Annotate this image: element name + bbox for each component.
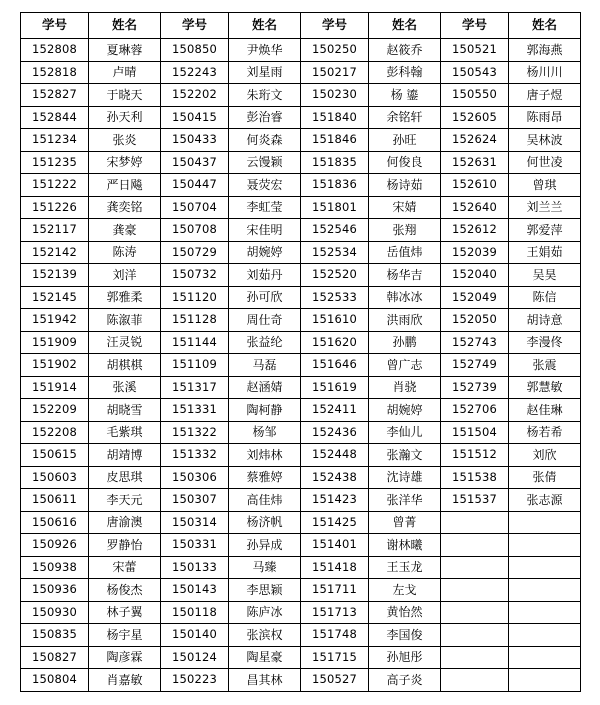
table-row [21, 466, 581, 489]
header-row [21, 13, 581, 39]
student-name-cell: 孙天利 [89, 106, 161, 129]
table-row [21, 579, 581, 602]
table-row [21, 151, 581, 174]
student-name-cell [509, 601, 581, 624]
student-id-cell: 152818 [21, 61, 89, 84]
student-name-cell: 张倩 [509, 466, 581, 489]
student-id-cell: 152411 [301, 399, 369, 422]
student-id-cell: 151942 [21, 309, 89, 332]
student-id-cell: 152827 [21, 84, 89, 107]
student-id-cell: 151222 [21, 174, 89, 197]
student-name-cell: 宋梦婷 [89, 151, 161, 174]
student-id-cell: 151331 [161, 399, 229, 422]
student-id-cell: 150729 [161, 241, 229, 264]
student-name-cell: 刘兰兰 [509, 196, 581, 219]
student-id-cell: 152706 [441, 399, 509, 422]
student-name-cell: 杨若希 [509, 421, 581, 444]
header-name-4: 姓名 [509, 13, 581, 39]
student-id-cell: 150331 [161, 534, 229, 557]
student-id-cell: 150827 [21, 646, 89, 669]
student-id-cell: 152743 [441, 331, 509, 354]
student-id-cell [441, 556, 509, 579]
student-name-cell: 杨诗茹 [369, 174, 441, 197]
student-name-cell: 刘洋 [89, 264, 161, 287]
student-name-cell: 彭治睿 [229, 106, 301, 129]
student-id-cell: 150732 [161, 264, 229, 287]
table-row [21, 129, 581, 152]
student-id-cell: 152605 [441, 106, 509, 129]
student-name-cell: 李国俊 [369, 624, 441, 647]
student-id-cell: 150930 [21, 601, 89, 624]
student-id-cell [441, 601, 509, 624]
table-row [21, 624, 581, 647]
student-id-cell: 151909 [21, 331, 89, 354]
student-id-cell: 150433 [161, 129, 229, 152]
student-name-cell: 杨邹 [229, 421, 301, 444]
student-id-cell: 150704 [161, 196, 229, 219]
student-id-cell: 151109 [161, 354, 229, 377]
student-name-cell: 陈庐冰 [229, 601, 301, 624]
student-id-cell: 151711 [301, 579, 369, 602]
student-name-cell: 陈信 [509, 286, 581, 309]
student-name-cell: 陶星豪 [229, 646, 301, 669]
student-name-cell: 张翔 [369, 219, 441, 242]
student-id-cell: 152039 [441, 241, 509, 264]
student-id-cell [441, 534, 509, 557]
student-name-cell: 胡婉婷 [369, 399, 441, 422]
student-id-cell: 151840 [301, 106, 369, 129]
student-name-cell: 刘星雨 [229, 61, 301, 84]
student-id-cell: 150936 [21, 579, 89, 602]
student-id-cell: 151423 [301, 489, 369, 512]
header-student-id-2: 学号 [161, 13, 229, 39]
student-id-cell: 150804 [21, 669, 89, 692]
student-name-cell: 王娟茹 [509, 241, 581, 264]
student-id-cell: 152610 [441, 174, 509, 197]
table-row [21, 286, 581, 309]
student-id-cell: 152243 [161, 61, 229, 84]
student-id-cell: 150611 [21, 489, 89, 512]
table-row [21, 219, 581, 242]
student-name-cell: 孙鹏 [369, 331, 441, 354]
student-id-cell: 150314 [161, 511, 229, 534]
student-name-cell: 谢林曦 [369, 534, 441, 557]
student-id-cell [441, 646, 509, 669]
student-name-cell [509, 579, 581, 602]
student-name-cell: 杨 鎏 [369, 84, 441, 107]
student-name-cell: 汪灵锐 [89, 331, 161, 354]
student-id-cell: 152640 [441, 196, 509, 219]
student-id-cell: 152436 [301, 421, 369, 444]
student-name-cell: 郭雅柔 [89, 286, 161, 309]
student-id-cell: 151144 [161, 331, 229, 354]
student-name-cell: 杨宇星 [89, 624, 161, 647]
student-id-cell: 150938 [21, 556, 89, 579]
student-id-cell: 151846 [301, 129, 369, 152]
student-id-cell: 151418 [301, 556, 369, 579]
student-name-cell: 张溪 [89, 376, 161, 399]
student-id-cell: 152612 [441, 219, 509, 242]
student-id-cell: 150521 [441, 39, 509, 62]
student-id-cell: 150223 [161, 669, 229, 692]
student-name-cell [509, 646, 581, 669]
student-name-cell: 李漫佟 [509, 331, 581, 354]
student-name-cell: 彭科翰 [369, 61, 441, 84]
student-id-cell: 152534 [301, 241, 369, 264]
student-id-cell: 151713 [301, 601, 369, 624]
student-id-cell: 151504 [441, 421, 509, 444]
student-name-cell: 肖骁 [369, 376, 441, 399]
student-id-cell: 150527 [301, 669, 369, 692]
student-name-cell: 罗静怡 [89, 534, 161, 557]
student-id-cell: 152208 [21, 421, 89, 444]
table-row [21, 669, 581, 692]
table-row [21, 174, 581, 197]
student-name-cell: 胡棋棋 [89, 354, 161, 377]
student-name-cell: 赵佳琳 [509, 399, 581, 422]
student-id-cell: 152624 [441, 129, 509, 152]
student-id-cell: 150437 [161, 151, 229, 174]
student-name-cell: 曾广志 [369, 354, 441, 377]
student-id-cell: 152808 [21, 39, 89, 62]
student-id-cell: 151619 [301, 376, 369, 399]
student-id-cell: 151646 [301, 354, 369, 377]
student-name-cell: 马臻 [229, 556, 301, 579]
table-row [21, 421, 581, 444]
student-id-cell: 152739 [441, 376, 509, 399]
student-name-cell: 郭爱萍 [509, 219, 581, 242]
student-id-cell: 152546 [301, 219, 369, 242]
header-name-1: 姓名 [89, 13, 161, 39]
table-row [21, 534, 581, 557]
student-id-cell: 152049 [441, 286, 509, 309]
student-name-cell [509, 511, 581, 534]
student-id-cell: 152145 [21, 286, 89, 309]
student-id-cell: 151537 [441, 489, 509, 512]
student-id-cell: 151401 [301, 534, 369, 557]
student-id-cell: 151425 [301, 511, 369, 534]
table-row [21, 556, 581, 579]
student-roster-table [20, 12, 581, 692]
student-name-cell: 刘炜林 [229, 444, 301, 467]
table-row [21, 331, 581, 354]
student-name-cell: 严日飚 [89, 174, 161, 197]
student-id-cell: 151317 [161, 376, 229, 399]
student-id-cell: 150603 [21, 466, 89, 489]
student-name-cell: 尹焕华 [229, 39, 301, 62]
student-name-cell: 杨俊杰 [89, 579, 161, 602]
student-id-cell: 150124 [161, 646, 229, 669]
table-row [21, 646, 581, 669]
student-id-cell: 152844 [21, 106, 89, 129]
student-id-cell: 150217 [301, 61, 369, 84]
student-name-cell: 蔡雅婷 [229, 466, 301, 489]
student-name-cell: 刘茹丹 [229, 264, 301, 287]
student-name-cell: 朱珩文 [229, 84, 301, 107]
student-name-cell: 陶彦霖 [89, 646, 161, 669]
student-id-cell: 151128 [161, 309, 229, 332]
student-name-cell: 孙异成 [229, 534, 301, 557]
student-name-cell: 曾菁 [369, 511, 441, 534]
student-name-cell: 黄怡然 [369, 601, 441, 624]
table-row [21, 61, 581, 84]
student-name-cell [509, 556, 581, 579]
student-name-cell: 胡婉婷 [229, 241, 301, 264]
student-id-cell: 150543 [441, 61, 509, 84]
student-name-cell: 胡靖博 [89, 444, 161, 467]
table-row [21, 489, 581, 512]
student-name-cell [509, 624, 581, 647]
table-row [21, 309, 581, 332]
student-name-cell: 赵筱乔 [369, 39, 441, 62]
student-name-cell: 肖嘉敏 [89, 669, 161, 692]
student-name-cell: 卢晴 [89, 61, 161, 84]
student-name-cell: 王玉龙 [369, 556, 441, 579]
student-id-cell: 150447 [161, 174, 229, 197]
student-name-cell: 何炎森 [229, 129, 301, 152]
table-row [21, 196, 581, 219]
student-id-cell: 151836 [301, 174, 369, 197]
table-row [21, 444, 581, 467]
student-name-cell: 龚豪 [89, 219, 161, 242]
table-row [21, 106, 581, 129]
student-name-cell: 吴林波 [509, 129, 581, 152]
student-id-cell: 151801 [301, 196, 369, 219]
student-id-cell: 152117 [21, 219, 89, 242]
table-row [21, 376, 581, 399]
student-id-cell: 150230 [301, 84, 369, 107]
student-id-cell: 151610 [301, 309, 369, 332]
student-name-cell: 高佳炜 [229, 489, 301, 512]
student-id-cell [441, 624, 509, 647]
student-name-cell: 胡诗意 [509, 309, 581, 332]
student-name-cell: 宋蕾 [89, 556, 161, 579]
student-name-cell: 毛紫琪 [89, 421, 161, 444]
header-name-2: 姓名 [229, 13, 301, 39]
student-id-cell: 152139 [21, 264, 89, 287]
student-id-cell: 151620 [301, 331, 369, 354]
student-id-cell: 151748 [301, 624, 369, 647]
student-id-cell: 150250 [301, 39, 369, 62]
student-name-cell: 陈涛 [89, 241, 161, 264]
student-name-cell: 李虹莹 [229, 196, 301, 219]
student-name-cell: 马磊 [229, 354, 301, 377]
student-id-cell: 151234 [21, 129, 89, 152]
student-name-cell: 聂荧宏 [229, 174, 301, 197]
student-name-cell: 张益纶 [229, 331, 301, 354]
student-name-cell: 于晓天 [89, 84, 161, 107]
student-name-cell: 余铭轩 [369, 106, 441, 129]
header-student-id-3: 学号 [301, 13, 369, 39]
student-name-cell: 张滨权 [229, 624, 301, 647]
student-name-cell: 张震 [509, 354, 581, 377]
student-name-cell: 杨川川 [509, 61, 581, 84]
student-name-cell: 宋佳明 [229, 219, 301, 242]
student-id-cell: 151538 [441, 466, 509, 489]
student-id-cell: 151235 [21, 151, 89, 174]
student-id-cell: 150307 [161, 489, 229, 512]
student-name-cell: 张洋华 [369, 489, 441, 512]
student-name-cell: 李天元 [89, 489, 161, 512]
student-name-cell [509, 534, 581, 557]
table-row [21, 84, 581, 107]
student-name-cell: 洪雨欣 [369, 309, 441, 332]
student-id-cell: 151835 [301, 151, 369, 174]
student-name-cell: 岳值炜 [369, 241, 441, 264]
student-name-cell: 左戈 [369, 579, 441, 602]
student-id-cell: 151512 [441, 444, 509, 467]
student-name-cell: 曾琪 [509, 174, 581, 197]
roster-body [21, 39, 581, 692]
student-name-cell: 孙旭彤 [369, 646, 441, 669]
student-id-cell: 150118 [161, 601, 229, 624]
table-row [21, 264, 581, 287]
student-name-cell: 张瀚文 [369, 444, 441, 467]
student-name-cell: 孙旺 [369, 129, 441, 152]
student-name-cell: 吴昊 [509, 264, 581, 287]
student-name-cell: 唐渝澳 [89, 511, 161, 534]
student-name-cell: 沈诗雄 [369, 466, 441, 489]
table-row [21, 511, 581, 534]
student-name-cell: 杨济帆 [229, 511, 301, 534]
student-id-cell: 152209 [21, 399, 89, 422]
student-name-cell: 李思颖 [229, 579, 301, 602]
student-id-cell: 150550 [441, 84, 509, 107]
student-name-cell: 刘欣 [509, 444, 581, 467]
table-row [21, 399, 581, 422]
header-student-id-1: 学号 [21, 13, 89, 39]
student-name-cell: 高子炎 [369, 669, 441, 692]
student-name-cell: 孙可欣 [229, 286, 301, 309]
student-name-cell: 皮思琪 [89, 466, 161, 489]
student-name-cell: 李仙儿 [369, 421, 441, 444]
student-id-cell: 150143 [161, 579, 229, 602]
student-id-cell: 152040 [441, 264, 509, 287]
student-id-cell: 150616 [21, 511, 89, 534]
student-id-cell: 151226 [21, 196, 89, 219]
student-id-cell: 151120 [161, 286, 229, 309]
student-id-cell: 150926 [21, 534, 89, 557]
student-name-cell: 龚奕铭 [89, 196, 161, 219]
student-id-cell: 150615 [21, 444, 89, 467]
student-id-cell: 152202 [161, 84, 229, 107]
student-name-cell: 杨华吉 [369, 264, 441, 287]
student-name-cell: 赵涵婧 [229, 376, 301, 399]
student-id-cell: 150133 [161, 556, 229, 579]
student-name-cell: 郭慧敏 [509, 376, 581, 399]
student-id-cell: 152142 [21, 241, 89, 264]
student-id-cell: 150415 [161, 106, 229, 129]
student-name-cell [509, 669, 581, 692]
table-row [21, 354, 581, 377]
student-name-cell: 宋婧 [369, 196, 441, 219]
student-id-cell [441, 669, 509, 692]
student-name-cell: 昌其林 [229, 669, 301, 692]
student-id-cell: 151902 [21, 354, 89, 377]
student-id-cell: 152533 [301, 286, 369, 309]
student-id-cell [441, 579, 509, 602]
student-id-cell: 152448 [301, 444, 369, 467]
student-name-cell: 郭海燕 [509, 39, 581, 62]
student-id-cell: 151715 [301, 646, 369, 669]
student-id-cell: 150306 [161, 466, 229, 489]
header-name-3: 姓名 [369, 13, 441, 39]
student-id-cell: 152749 [441, 354, 509, 377]
student-name-cell: 陶柯静 [229, 399, 301, 422]
student-name-cell: 陈溆菲 [89, 309, 161, 332]
student-name-cell: 林子翼 [89, 601, 161, 624]
student-name-cell: 云馒颖 [229, 151, 301, 174]
student-id-cell: 151332 [161, 444, 229, 467]
student-name-cell: 陈雨昂 [509, 106, 581, 129]
student-id-cell: 150835 [21, 624, 89, 647]
student-id-cell: 152520 [301, 264, 369, 287]
student-name-cell: 唐子煜 [509, 84, 581, 107]
student-name-cell: 张炎 [89, 129, 161, 152]
student-id-cell: 152631 [441, 151, 509, 174]
student-name-cell: 夏琳蓉 [89, 39, 161, 62]
student-name-cell: 胡晓雪 [89, 399, 161, 422]
student-name-cell: 周仕奇 [229, 309, 301, 332]
student-name-cell: 张志源 [509, 489, 581, 512]
table-row [21, 241, 581, 264]
student-id-cell: 150140 [161, 624, 229, 647]
student-id-cell: 150708 [161, 219, 229, 242]
header-student-id-4: 学号 [441, 13, 509, 39]
student-id-cell: 150850 [161, 39, 229, 62]
student-id-cell [441, 511, 509, 534]
table-row [21, 39, 581, 62]
student-name-cell: 何俊良 [369, 151, 441, 174]
table-row [21, 601, 581, 624]
student-id-cell: 151322 [161, 421, 229, 444]
student-id-cell: 152438 [301, 466, 369, 489]
student-id-cell: 151914 [21, 376, 89, 399]
student-id-cell: 152050 [441, 309, 509, 332]
student-name-cell: 韩冰冰 [369, 286, 441, 309]
student-name-cell: 何世凌 [509, 151, 581, 174]
